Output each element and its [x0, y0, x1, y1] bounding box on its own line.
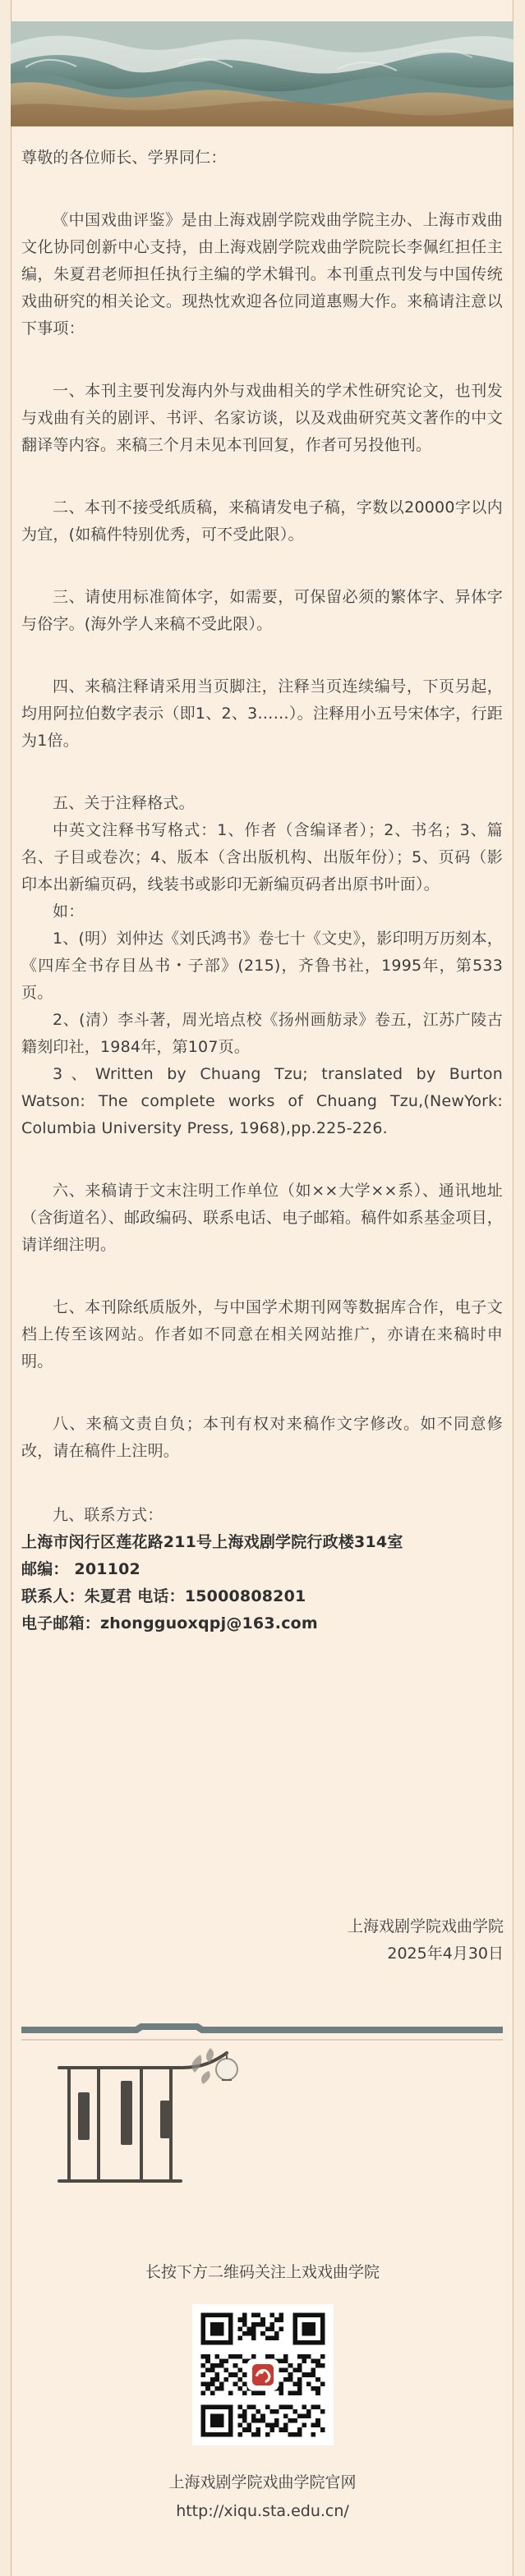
- call-for-papers-body: [21, 145, 503, 1637]
- signature-org: 上海戏剧学院戏曲学院: [347, 1917, 504, 1935]
- signature-date: 2025年4月30日: [387, 1945, 504, 1963]
- signature-block: [257, 1913, 504, 1968]
- lantern-rack-icon: [21, 2020, 503, 2193]
- citation-example: 3、Written by Chuang Tzu; translated by Burton Watson: The complete works of Chuang Tzu,(NewYork: Columbia University Press, 1968),pp.225-226.: [21, 1065, 503, 1137]
- citation-section: [21, 790, 503, 1142]
- citation-format: 中英文注释书写格式：1、作者（含编译者）；2、书名；3、篇名、子目或卷次；4、版本（含出版机构、出版年份）；5、页码（影印本出新编页码，线装书或影印无新编页码者出原书叶面）。: [21, 821, 503, 893]
- citation-example-label: 如：: [53, 902, 85, 921]
- submission-rules: [21, 378, 503, 755]
- rule-item: 一、本刊主要刊发海内外与戏曲相关的学术性研究论文，也刊发与戏曲有关的剧评、书评、名家访谈，以及戏曲研究英文著作的中文翻译等内容。来稿三个月未见本刊回复，作者可另投他刊。: [21, 382, 503, 454]
- rule-item: 六、来稿请于文末注明工作单位（如××大学××系）、通讯地址（含街道名）、邮政编码、联系电话、电子邮箱。稿件如系基金项目，请详细注明。: [21, 1182, 503, 1254]
- contact-email[interactable]: 电子邮箱：zhongguoxqpj@163.com: [21, 1614, 318, 1632]
- rule-item: 七、本刊除纸质版外，与中国学术期刊网等数据库合作，电子文档上传至该网站。作者如不同意在相关网站推广，亦请在来稿时申明。: [21, 1298, 503, 1371]
- citation-heading: 五、关于注释格式。: [53, 794, 195, 812]
- contact-postcode: 邮编： 201102: [21, 1560, 140, 1578]
- contact-heading: 九、联系方式：: [53, 1506, 163, 1524]
- additional-rules: [21, 1178, 503, 1465]
- citation-example: 1、(明）刘仲达《刘氏鸿书》卷七十《文史》，影印明万历刻本，《四库全书存目丛书・子部》(215)，齐鲁书社，1995年，第533页。: [21, 930, 504, 1002]
- qr-code-icon[interactable]: [192, 2304, 334, 2445]
- rule-item: 四、来稿注释请采用当页脚注，注释当页连续编号，下页另起，均用阿拉伯数字表示（即1、2、3……）。注释用小五号宋体字，行距为1倍。: [21, 677, 503, 750]
- intro-paragraph: 《中国戏曲评鉴》是由上海戏剧学院戏曲学院主办、上海市戏曲文化协同创新中心支持，由上海戏剧学院戏曲学院院长李佩红担任主编，朱夏君老师担任执行主编的学术辑刊。本刊重点刊发与中国传统戏曲研究的相关论文。现热忱欢迎各位同道惠赐大作。来稿请注意以下事项：: [21, 211, 503, 337]
- qr-caption: 长按下方二维码关注上戏戏曲学院: [145, 2263, 380, 2281]
- site-url-link[interactable]: http://xiqu.sta.edu.cn/: [176, 2502, 349, 2520]
- rule-item: 二、本刊不接受纸质稿，来稿请发电子稿，字数以20000字以内为宜，(如稿件特别优秀，可不受此限）。: [21, 498, 503, 544]
- contact-address: 上海市闵行区莲花路211号上海戏剧学院行政楼314室: [21, 1533, 403, 1551]
- landscape-banner-icon: [11, 21, 513, 126]
- rule-item: 三、请使用标准简体字，如需要，可保留必须的繁体字、异体字与俗字。(海外学人来稿不受此限）。: [21, 588, 503, 633]
- greeting: 尊敬的各位师长、学界同仁：: [21, 149, 227, 167]
- contact-section: [21, 1502, 503, 1637]
- citation-example: 2、(清）李斗著，周光培点校《扬州画舫录》卷五，江苏广陵古籍刻印社，1984年，第107页。: [21, 1011, 503, 1056]
- site-title: 上海戏剧学院戏曲学院官网: [168, 2473, 357, 2491]
- contact-person: 联系人：朱夏君 电话：15000808201: [21, 1587, 306, 1605]
- rule-item: 八、来稿文责自负；本刊有权对来稿作文字修改。如不同意修改，请在稿件上注明。: [21, 1415, 503, 1460]
